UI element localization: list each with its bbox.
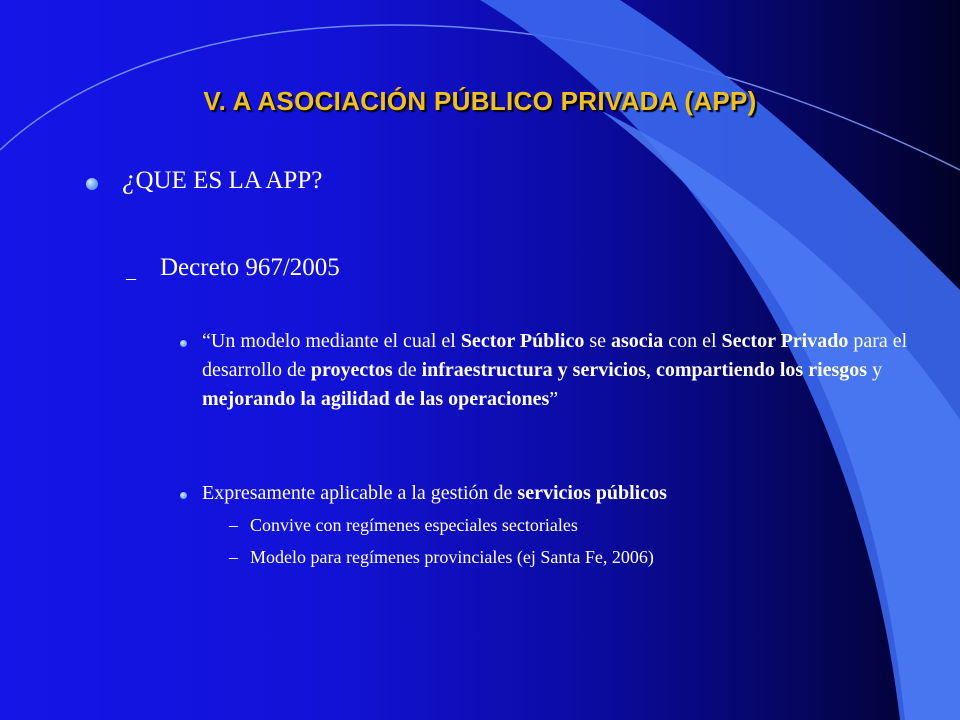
inverted-question-mark: ¿ [122,164,136,194]
quote-emphasis: mejorando la agilidad de las operaciones [202,388,550,410]
applicable-emphasis: servicios públicos [517,482,667,504]
quote-text: de [392,359,422,381]
quote-emphasis: compartiendo los riesgos [655,359,868,381]
applicable-item [202,479,937,508]
heading-question [122,164,322,195]
close-quote: ” [549,388,559,410]
quote-text: y [867,359,883,381]
subitem-provincial: Modelo para regímenes provinciales (ej Santa Fe, 2006) [250,547,654,567]
quote-emphasis: asocia [611,330,664,352]
bullet-dot [86,178,98,190]
quote-emphasis: Sector Público [460,330,585,352]
subitem-dash: – [229,547,238,567]
quote-text: Un modelo mediante el cual el [210,330,461,352]
quote-text: , [645,359,656,381]
quote-text: para el desarrollo de [202,330,908,381]
heading-text: QUE ES LA APP? [135,167,323,194]
applicable-text: Expresamente aplicable a la gestión de [202,482,518,504]
bullet-dot [180,492,187,499]
quote-definition [202,327,937,414]
subitem-sectoral: Convive con regímenes especiales sectoriales [250,515,578,535]
quote-emphasis: infraestructura y servicios [421,359,646,381]
quote-text: con el [663,330,722,352]
bullet-dot [180,340,187,347]
subheading-decree: Decreto 967/2005 [160,254,340,281]
quote-emphasis: proyectos [310,359,393,381]
quote-text: se [584,330,611,352]
subitem-dash: – [229,515,238,535]
subheading-dash: – [126,267,136,289]
open-quote: “ [202,330,211,352]
quote-emphasis: Sector Privado [721,330,849,352]
slide-title: V. A ASOCIACIÓN PÚBLICO PRIVADA (APP) [203,86,757,116]
